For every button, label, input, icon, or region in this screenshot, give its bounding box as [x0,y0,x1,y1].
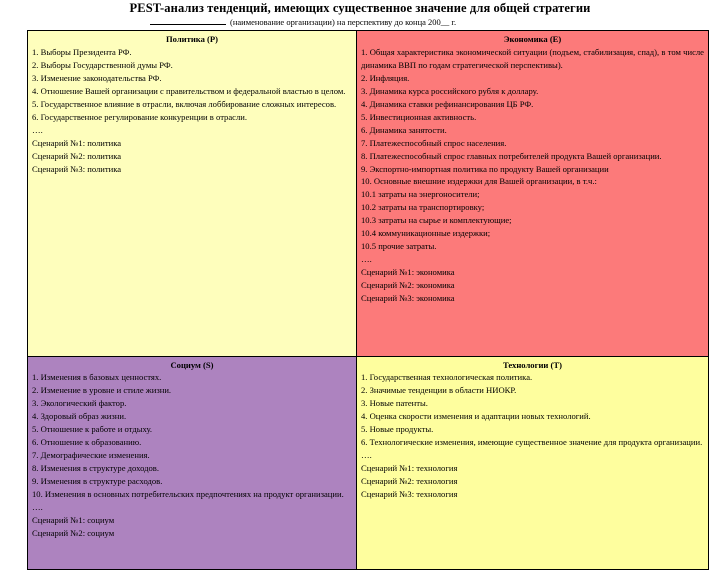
factor-line: 7. Платежеспособный спрос населения. [361,137,507,148]
factor-line: 8. Изменения в структуре доходов. [32,463,160,474]
factor-line: 4. Отношение Вашей организации с правительством и федеральной властью в целом. [32,85,346,96]
factor-line: 3. Изменение законодательства РФ. [32,72,162,83]
factor-line: 3. Новые патенты. [361,398,428,409]
factor-line: 1. Изменения в базовых ценностях. [32,372,162,383]
factor-line: …. [361,450,372,461]
factor-line: Сценарий №2: технология [361,476,458,487]
factor-line: 1. Общая характеристика экономической ситуации (подъем, стабилизация, спад), в том числе динамика ВВП по годам стратегической перспективы). [361,46,704,70]
quadrant-header: Социум (S) [170,359,214,370]
factor-line: Сценарий №1: экономика [361,267,455,278]
factor-line: 2. Выборы Государственной думы РФ. [32,59,173,70]
factor-line: 2. Изменение в уровне и стиле жизни. [32,385,172,396]
factor-line: Сценарий №2: социум [32,527,115,538]
factor-line: Сценарий №2: экономика [361,280,455,291]
factor-list [361,371,704,501]
quadrant-social [28,356,357,570]
factor-line: …. [361,254,372,265]
document-subtitle [150,16,456,28]
factor-line: 4. Оценка скорости изменения и адаптации новых технологий. [361,411,591,422]
factor-line: 10. Основные внешние издержки для Вашей организации, в т.ч.: [361,176,597,187]
factor-line: 5. Государственное влияние в отрасли, включая лоббирование сложных интересов. [32,98,337,109]
factor-line: 10.5 прочие затраты. [361,241,437,252]
factor-line: Сценарий №3: технология [361,489,458,500]
factor-line: 6. Динамика занятости. [361,124,447,135]
factor-line: 3. Динамика курса российского рубля к доллару. [361,85,539,96]
pest-grid [27,30,709,570]
factor-line: Сценарий №1: технология [361,463,458,474]
factor-line: Сценарий №1: политика [32,137,122,148]
factor-line: 9. Экспортно-импортная политика по продукту Вашей организации [361,163,609,174]
factor-line: 4. Динамика ставки рефинансирования ЦБ РФ. [361,98,534,109]
factor-line: Сценарий №3: экономика [361,293,455,304]
quadrant-header: Экономика (E) [503,34,562,44]
factor-line: 10. Изменения в основных потребительских предпочтениях на продукт организации. [32,489,344,500]
factor-line: 2. Значимые тенденции в области НИОКР. [361,385,517,396]
factor-line: 10.2 затраты на транспортировку; [361,202,485,213]
factor-line: 10.4 коммуникационные издержки; [361,228,491,239]
factor-line: 10.3 затраты на сырье и комплектующие; [361,215,512,226]
factor-line: 6. Технологические изменения, имеющие существенное значение для продукта организации. [361,437,703,448]
factor-line: 5. Отношение к работе и отдыху. [32,424,153,435]
quadrant-header: Технологии (T) [502,359,562,370]
factor-line: 8. Платежеспособный спрос главных потребителей продукта Вашей организации. [361,150,662,161]
factor-list [32,371,352,539]
factor-line: 2. Инфляция. [361,72,410,83]
quadrant-political [28,31,357,357]
factor-line: 5. Инвестиционная активность. [361,111,477,122]
organization-name-blank [150,17,226,25]
factor-line: …. [32,501,43,512]
factor-list [361,46,704,305]
factor-line: Сценарий №2: политика [32,150,122,161]
subtitle-text: (наименование организации) на перспективу до конца 200__ г. [230,17,457,27]
factor-line: 7. Демографические изменения. [32,450,150,461]
factor-line: 6. Государственное регулирование конкуренции в отрасли. [32,111,248,122]
factor-line: Сценарий №3: политика [32,163,122,174]
factor-line: 5. Новые продукты. [361,424,434,435]
factor-line: 10.1 затраты на энергоносители; [361,189,480,200]
quadrant-economic [357,31,709,357]
factor-line: …. [32,124,43,135]
quadrant-technological [357,356,709,570]
factor-line: 3. Экологический фактор. [32,398,127,409]
factor-line: 6. Отношение к образованию. [32,437,142,448]
quadrant-header: Политика (P) [165,34,219,44]
factor-line: 1. Выборы Президента РФ. [32,46,132,57]
factor-line: 4. Здоровый образ жизни. [32,411,127,422]
document-title: PEST-анализ тенденций, имеющих существенное значение для общей стратегии [129,1,591,15]
factor-line: Сценарий №1: социум [32,514,115,525]
factor-line: 1. Государственная технологическая политика. [361,372,533,383]
factor-line: 9. Изменения в структуре расходов. [32,476,163,487]
factor-list [32,46,352,176]
